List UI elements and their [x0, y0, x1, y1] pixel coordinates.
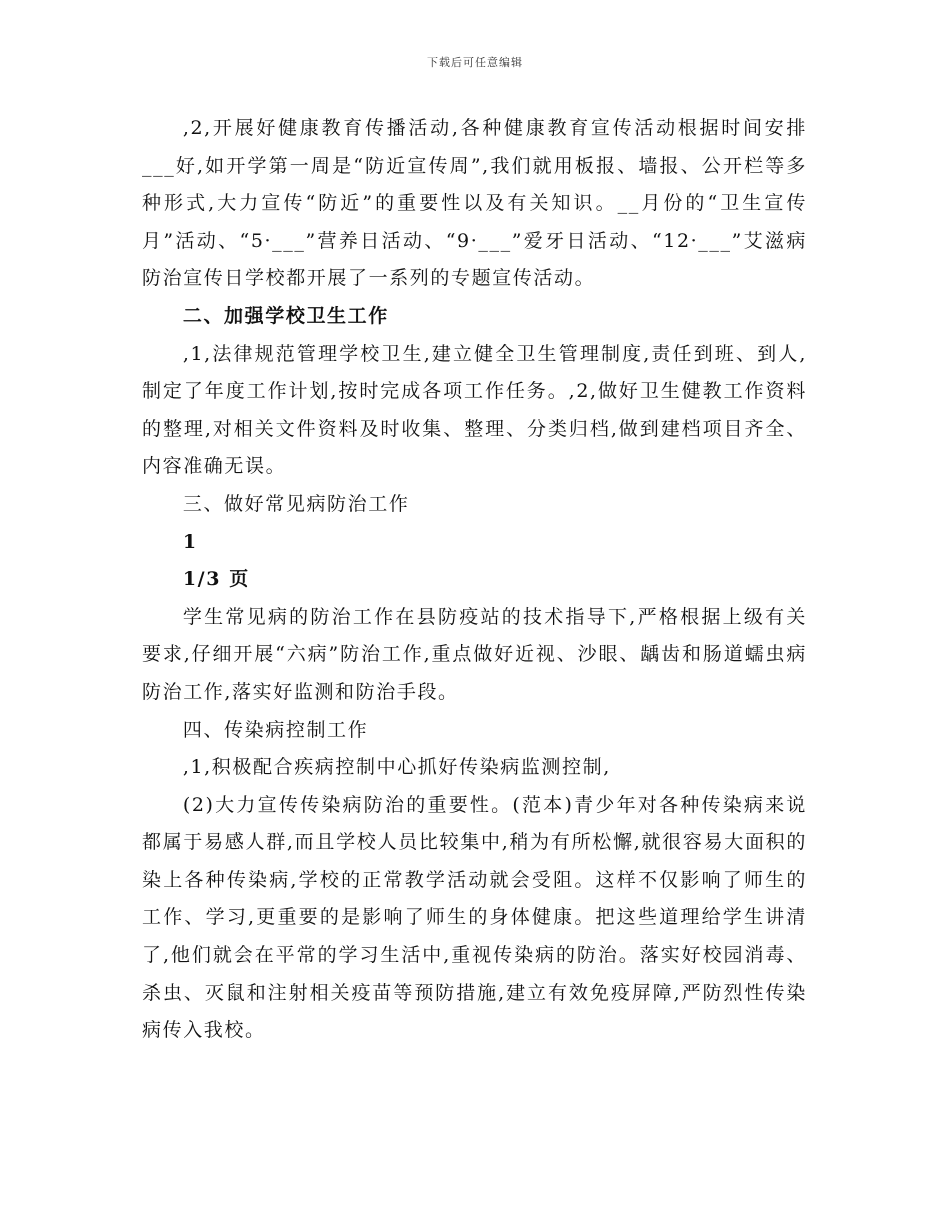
section-heading-infectious-disease: 四、传染病控制工作: [182, 718, 369, 741]
page-label: 1/3 页: [182, 568, 250, 591]
section-heading-common-disease: 三、做好常见病防治工作: [182, 492, 410, 515]
paragraph-disease-awareness: (2)大力宣传传染病防治的重要性。(范本)青少年对各种传染病来说都属于易感人群,而且学校人员比较集中,稍为有所松懈,就很容易大面积的染上各种传染病,学校的正常教学活动就会受阻。这样不仅影响了师生的工作、学习,更重要的是影响了师生的身体健康。把这些道理给学生讲清了,他们就会在平常的学习生活中,重视传染病的防治。落实好校园消毒、杀虫、灭鼠和注射相关疫苗等预防措施,建立有效免疫屏障,严防烈性传染病传入我校。: [142, 793, 807, 1042]
header-note: 下载后可任意编辑: [427, 56, 523, 69]
paragraph-common-disease-prevention: 学生常见病的防治工作在县防疫站的技术指导下,严格根据上级有关要求,仔细开展“六病”防治工作,重点做好近视、沙眼、龋齿和肠道蠕虫病防治工作,落实好监测和防治手段。: [142, 605, 807, 703]
section-heading-school-hygiene: 二、加强学校卫生工作: [182, 304, 389, 327]
document-body: [142, 110, 807, 1050]
paragraph-disease-monitoring: ,1,积极配合疾病控制中心抓好传染病监测控制,: [182, 756, 611, 779]
paragraph-school-hygiene-management: ,1,法律规范管理学校卫生,建立健全卫生管理制度,责任到班、到人,制定了年度工作计划,按时完成各项工作任务。,2,做好卫生健教工作资料的整理,对相关文件资料及时收集、整理、分类归档,做到建档项目齐全、内容准确无误。: [142, 342, 807, 478]
page-index: 1: [182, 530, 198, 553]
paragraph-health-education-activities: ,2,开展好健康教育传播活动,各种健康教育宣传活动根据时间安排___好,如开学第一周是“防近宣传周”,我们就用板报、墙报、公开栏等多种形式,大力宣传“防近”的重要性以及有关知识。__月份的“卫生宣传月”活动、“5·___”营养日活动、“9·___”爱牙日活动、“12·___”艾滋病防治宣传日学校都开展了一系列的专题宣传活动。: [142, 117, 807, 290]
